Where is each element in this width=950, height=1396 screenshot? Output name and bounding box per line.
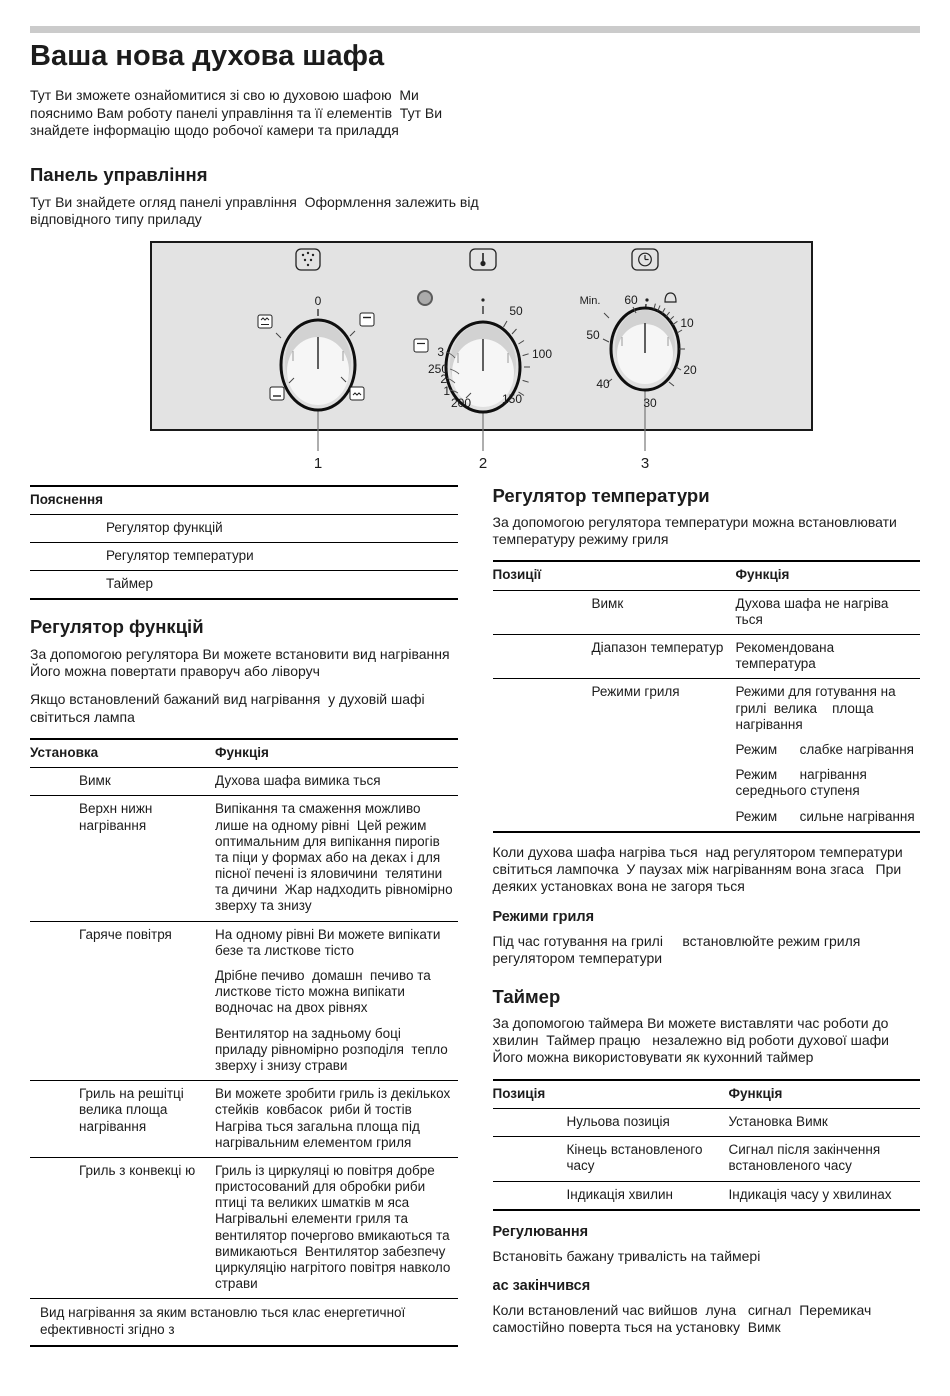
position-cell: Режими гриля xyxy=(591,684,680,700)
function-cell: Режими для готування на грилі велика площа нагрівання Режим слабке нагрівання Режим нагрівання середнього ступеня Режим сильне нагрівання xyxy=(735,684,915,824)
function-icon-grill xyxy=(350,387,364,400)
table-row xyxy=(30,739,458,768)
function-cell: На одному рівні Ви можете випікати безе та листкове тісто Дрібне печиво домашн печиво та листкове тісто можна випікати водночас на двох рівнях Вентилятор на задньому боці приладу рівномірно розподіля тепло зверху і знизу страви xyxy=(215,926,452,1073)
symbol-cell xyxy=(493,1181,567,1210)
symbol-cell xyxy=(30,1157,79,1299)
position-cell: Кінець встановленого часу xyxy=(566,1142,703,1174)
svg-text:10: 10 xyxy=(680,315,694,330)
table-row xyxy=(30,542,458,570)
right-column xyxy=(493,485,921,1337)
body-paragraph: Встановіть бажану тривалість на таймері xyxy=(492,1247,761,1264)
legend-label: Таймер xyxy=(106,576,153,592)
svg-text:200: 200 xyxy=(450,395,472,410)
table-row xyxy=(493,679,921,832)
knob-callout-3: 3 xyxy=(640,454,650,472)
symbol-cell xyxy=(493,590,592,634)
table-row xyxy=(30,921,458,1081)
body-paragraph: Коли встановлений час вийшов луна сигнал Перемикач самостійно поверта ться на установку Вимк xyxy=(492,1302,876,1336)
indicator-lamp xyxy=(418,291,432,305)
position-cell: Діапазон температур xyxy=(591,640,724,656)
svg-text:20: 20 xyxy=(683,362,697,377)
setting-cell: Гаряче повітря xyxy=(79,926,172,942)
symbol-cell xyxy=(30,1081,79,1158)
table-row xyxy=(493,1080,921,1109)
intro-paragraph: Тут Ви зможете ознайомитися зі сво ю духовою шафою Ми пояснимо Вам роботу панелі управління та її елементів Тут Ви знайдете інформацію щодо робочої камери та приладдя xyxy=(30,87,446,139)
table-row xyxy=(30,486,458,515)
function-icon-bottom-heat xyxy=(270,387,284,400)
manual-page xyxy=(0,26,950,1347)
body-paragraph: Коли духова шафа нагріва ться над регулятором температури світиться лампочка У паузах між нагріванням вона згаса При деяких установках вона не загоря ться xyxy=(492,843,907,895)
function-settings-table xyxy=(30,738,458,1347)
column-header: Функція xyxy=(215,744,269,760)
top-divider-bar xyxy=(30,26,920,33)
table-row xyxy=(30,571,458,600)
table-row xyxy=(493,561,921,590)
column-header: Позиції xyxy=(492,567,542,583)
body-paragraph: За допомогою регулятора температури можна встановлювати температуру режиму гриля xyxy=(492,513,901,548)
table-row xyxy=(30,768,458,796)
symbol-cell xyxy=(30,514,106,542)
svg-text:3: 3 xyxy=(437,344,444,359)
table-row xyxy=(493,635,921,679)
subheading-adjustment: Регулювання xyxy=(492,1223,589,1240)
svg-text:1: 1 xyxy=(443,383,450,398)
column-header: Функція xyxy=(728,1085,783,1101)
column-header: Позиція xyxy=(492,1085,546,1101)
function-cell: Ви можете зробити гриль із декількох стейків ковбасок риби й тостів Нагріва ться загальна площа під нагрівальним елементом гриля xyxy=(215,1086,454,1150)
symbol-cell xyxy=(493,1109,567,1137)
table-row xyxy=(493,1137,921,1181)
symbol-cell xyxy=(493,679,592,832)
setting-cell: Вимк xyxy=(79,773,111,789)
subheading-grill-modes: Режими гриля xyxy=(492,908,595,925)
column-header: Пояснення xyxy=(30,491,104,507)
subheading-time-elapsed: ас закінчився xyxy=(492,1278,591,1295)
knob-callout-1: 1 xyxy=(313,454,323,472)
symbol-cell xyxy=(30,542,106,570)
function-cell: Рекомендована температура xyxy=(735,640,838,672)
svg-text:2: 2 xyxy=(440,371,447,386)
setting-cell: Гриль з конвекці ю xyxy=(79,1162,196,1178)
timer-positions-table xyxy=(493,1079,921,1211)
svg-text:50: 50 xyxy=(509,303,523,318)
section-heading-temperature-regulator: Регулятор температури xyxy=(492,484,710,506)
column-header: Функція xyxy=(735,567,790,583)
two-column-layout xyxy=(30,485,920,1347)
body-paragraph: За допомогою регулятора Ви можете встановити вид нагрівання Його можна повертати праворуч або ліворуч xyxy=(30,645,458,679)
position-cell: Нульова позиція xyxy=(566,1114,670,1130)
section-heading-timer: Таймер xyxy=(492,985,561,1007)
body-paragraph: Під час готування на грилі встановлюйте режим гриля регулятором температури xyxy=(492,932,865,967)
knob-callout-2: 2 xyxy=(478,454,488,472)
column-header: Установка xyxy=(30,744,99,760)
svg-text:150: 150 xyxy=(501,391,523,406)
function-cell: Випікання та смаження можливо лише на одному рівні Цей режим оптимальним для випікання пирогів та піци у формах або на деках і для пісної печені із яловичини телятини та дичини Жар надходить рівномірно зверху та знизу xyxy=(215,801,457,914)
symbol-cell xyxy=(30,768,79,796)
position-cell: Вимк xyxy=(591,595,624,611)
table-row xyxy=(493,1181,921,1210)
temperature-positions-table xyxy=(493,560,921,832)
function-cell: Установка Вимк xyxy=(728,1114,828,1130)
function-cell: Сигнал після закінчення встановленого часу xyxy=(728,1142,881,1174)
svg-text:Min.: Min. xyxy=(579,294,601,307)
symbol-cell xyxy=(493,1137,567,1181)
svg-text:0: 0 xyxy=(314,293,322,308)
legend-label: Регулятор температури xyxy=(106,547,254,563)
section-heading-control-panel: Панель управління xyxy=(30,163,208,185)
control-panel-intro: Тут Ви знайдете огляд панелі управління Оформлення залежить від відповідного типу приладу xyxy=(30,193,483,228)
table-row xyxy=(493,1109,921,1137)
table-row xyxy=(30,1081,458,1158)
svg-text:250: 250 xyxy=(427,361,448,376)
left-column xyxy=(30,485,458,1347)
function-cell: Духова шафа вимика ться xyxy=(215,773,381,789)
section-heading-function-regulator: Регулятор функцій xyxy=(30,616,204,638)
symbol-cell xyxy=(30,796,79,921)
function-cell: Гриль із циркуляці ю повітря добре пристосований для обробки риби птиці та великих шматків м яса Нагрівальні елементи гриля та вентилятор почергово вмикаються та вимикаються Вентилятор забезпечу циркуляцію нагрітого повітря навколо страви xyxy=(215,1162,455,1292)
table-row xyxy=(30,796,458,921)
legend-label: Регулятор функцій xyxy=(106,519,223,535)
legend-table xyxy=(30,485,458,601)
svg-text:100: 100 xyxy=(532,346,553,361)
function-icon-top-heat xyxy=(360,313,374,326)
table-row xyxy=(493,590,921,634)
control-panel-diagram xyxy=(150,241,817,473)
body-paragraph: За допомогою таймера Ви можете виставляти час роботи до хвилин Таймер працю незалежно від роботи духової шафи Його можна використовувати як кухонний таймер xyxy=(492,1014,904,1066)
function-icon-grill-fan xyxy=(258,315,272,328)
svg-text:50: 50 xyxy=(586,327,600,342)
position-cell: Індикація хвилин xyxy=(566,1186,673,1202)
table-row xyxy=(30,1157,458,1299)
setting-cell: Верхн нижн нагрівання xyxy=(79,801,153,833)
setting-cell: Гриль на решітці велика площа нагрівання xyxy=(79,1086,184,1134)
symbol-cell xyxy=(30,571,106,600)
svg-text:30: 30 xyxy=(643,395,657,410)
footnote-text: Вид нагрівання за яким встановлю ться клас енергетичної ефективності згідно з xyxy=(40,1305,406,1337)
control-panel-figure xyxy=(150,241,817,473)
page-title: Ваша нова духова шафа xyxy=(30,40,385,72)
function-cell: Індикація часу у хвилинах xyxy=(728,1186,892,1202)
symbol-cell xyxy=(30,921,79,1081)
body-paragraph: Якщо встановлений бажаний вид нагрівання у духовій шафі світиться лампа xyxy=(30,691,429,725)
function-icon-grill-small xyxy=(414,339,428,352)
svg-text:60: 60 xyxy=(624,292,638,307)
table-row xyxy=(30,514,458,542)
function-cell: Духова шафа не нагріва ться xyxy=(735,595,893,627)
symbol-cell xyxy=(493,635,592,679)
table-footnote-row xyxy=(30,1299,458,1346)
svg-text:40: 40 xyxy=(596,376,610,391)
